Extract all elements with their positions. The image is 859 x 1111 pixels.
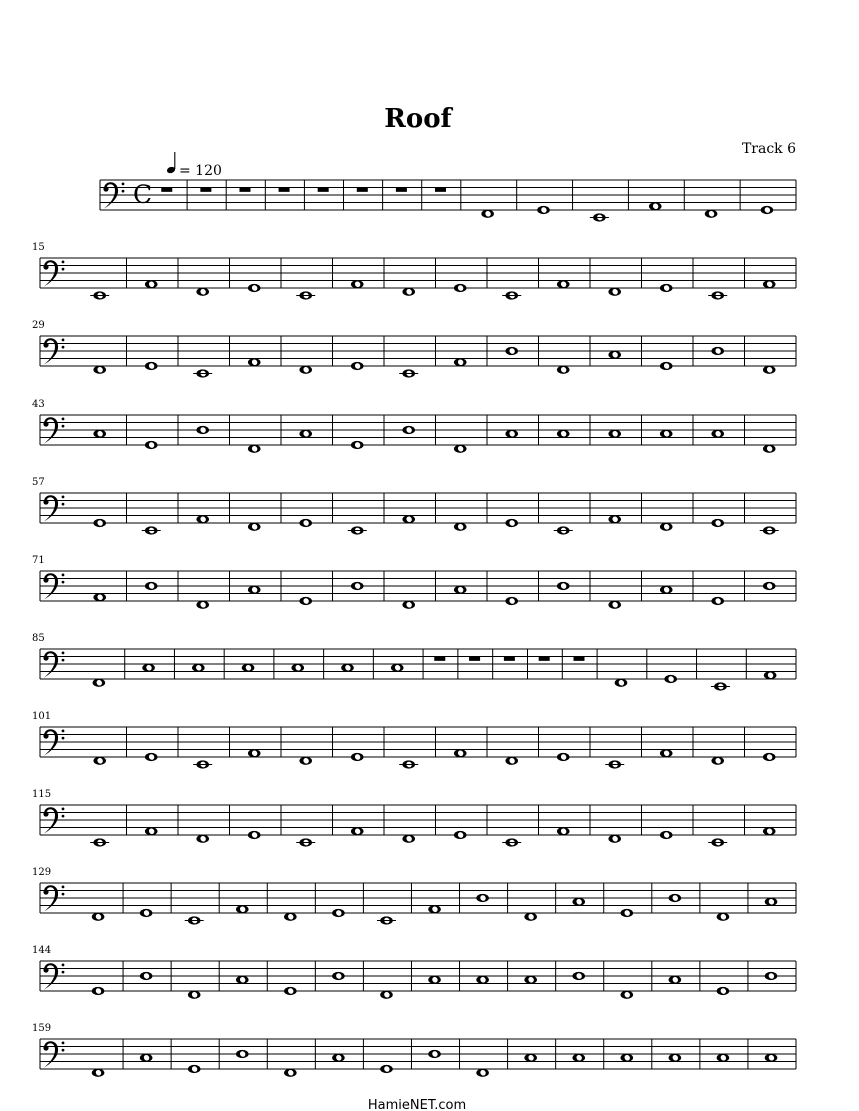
measure-number: 85 [32,633,45,644]
measure-number: 15 [32,242,45,253]
score-systems [32,180,796,1077]
whole-rest [161,188,172,192]
measure-number: 29 [32,320,45,331]
measure-number: 115 [32,789,52,800]
system [32,320,796,378]
whole-rest [469,657,480,661]
measure-number: 101 [32,711,52,722]
system [100,180,796,222]
whole-rest [435,188,446,192]
tempo-text: = 120 [179,163,222,179]
measure-number: 159 [32,1023,52,1034]
whole-rest [574,657,585,661]
whole-rest [504,657,515,661]
whole-rest [434,657,445,661]
system [32,399,796,453]
whole-rest [539,657,550,661]
measure-number: 129 [32,867,52,878]
whole-rest [239,188,250,192]
whole-rest [396,188,407,192]
system [32,945,796,999]
system [32,1023,796,1077]
piece-title: Roof [384,104,452,134]
whole-rest [279,188,290,192]
measure-number: 71 [32,555,45,566]
measure-number: 57 [32,477,45,488]
whole-rest [357,188,368,192]
system [32,555,796,609]
measure-number: 144 [32,945,52,956]
time-signature: C [133,180,153,209]
system [32,633,796,691]
tempo-marking [166,152,222,179]
whole-rest [200,188,211,192]
instrument-label: Track 6 [741,141,796,157]
system [32,477,796,535]
system [32,242,796,300]
system [32,789,796,847]
system [32,867,796,925]
footer-credit: HamieNET.com [367,1098,467,1111]
system [32,711,796,769]
whole-rest [318,188,329,192]
measure-number: 43 [32,399,45,410]
